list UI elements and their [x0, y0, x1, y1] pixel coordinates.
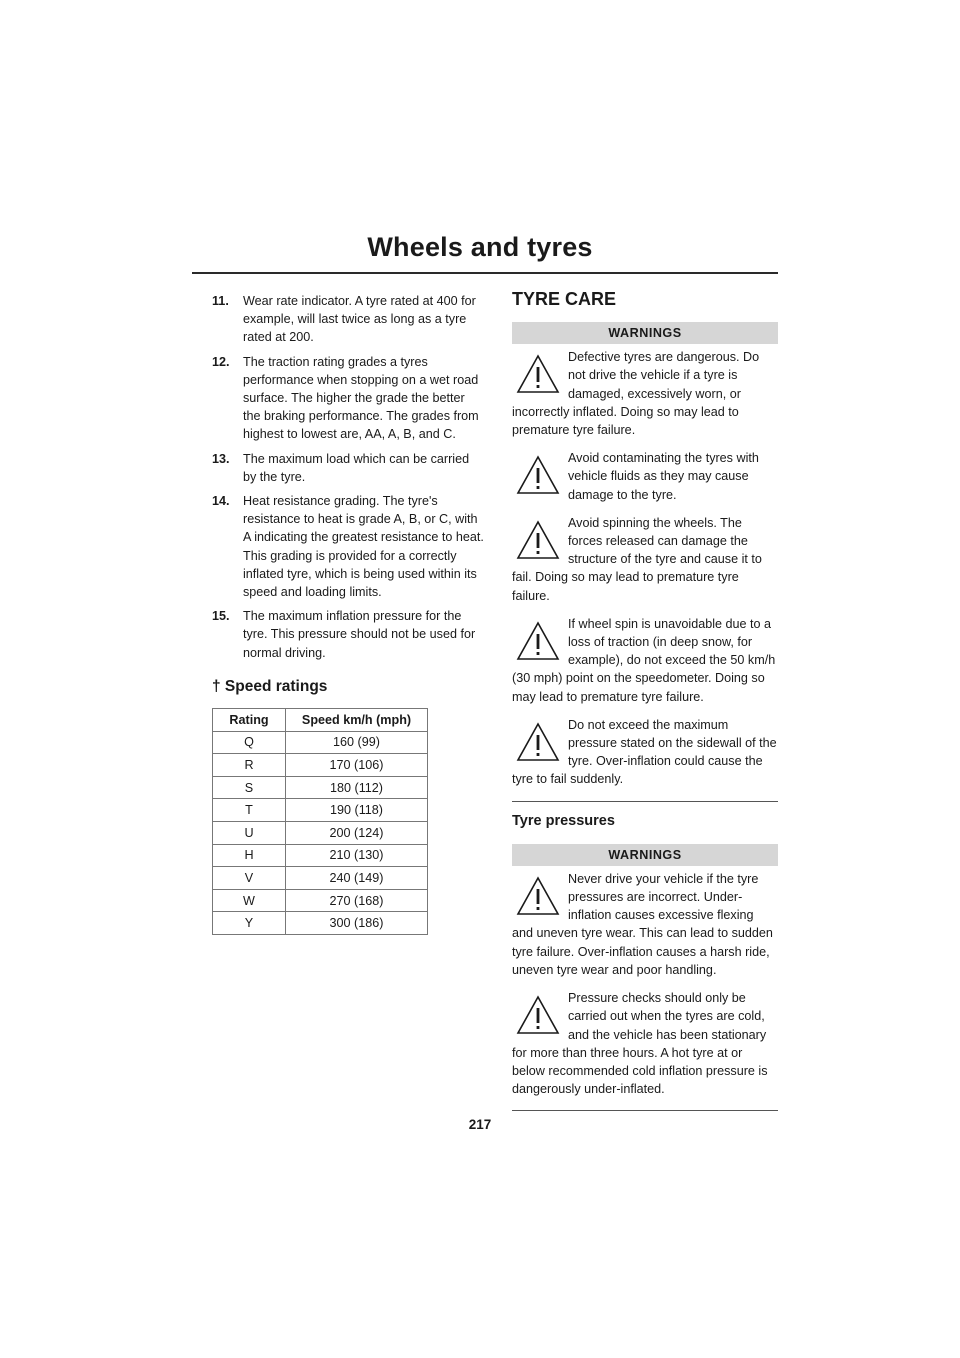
- warning-item: [512, 989, 778, 1098]
- list-item-14: [212, 492, 484, 601]
- warning-triangle-icon: [516, 876, 560, 916]
- rating-cell: R: [213, 754, 286, 777]
- warning-text: Avoid contaminating the tyres with vehicle fluids as they may cause damage to the tyre.: [568, 451, 759, 502]
- item-number: 13.: [212, 451, 230, 466]
- warning-triangle-icon: [516, 455, 560, 495]
- table-row: [213, 867, 428, 890]
- rating-cell: H: [213, 844, 286, 867]
- page-number: 217: [468, 1117, 492, 1132]
- rating-cell: W: [213, 889, 286, 912]
- list-item-13: [212, 450, 484, 486]
- item-number: 11.: [212, 294, 229, 308]
- column-header-speed: Speed km/h (mph): [286, 709, 428, 732]
- item-number: 12.: [212, 354, 230, 369]
- warnings-header: WARNINGS: [512, 844, 778, 866]
- warnings-header: WARNINGS: [512, 322, 778, 344]
- table-row: [213, 822, 428, 845]
- tyre-care-heading: TYRE CARE: [512, 289, 617, 309]
- item-number: 15.: [212, 609, 230, 624]
- rating-cell: S: [213, 776, 286, 799]
- warning-text: If wheel spin is unavoidable due to a loss of traction (in deep snow, for example), do not exceed the 50 km/h (30 mph) point on the speedometer. Doing so may lead to premature tyre failure.: [512, 616, 776, 704]
- warning-triangle-icon: [516, 621, 560, 661]
- speed-cell: 240 (149): [286, 867, 428, 890]
- speed-cell: 160 (99): [286, 731, 428, 754]
- item-text: The traction rating grades a tyres performance when stopping on a wet road surface. The higher the grade the better the braking performance. The grades from highest to lowest are, AA, A, B, and C.: [243, 354, 479, 442]
- warning-item: [512, 615, 778, 706]
- tyre-pressures-heading: Tyre pressures: [512, 812, 615, 829]
- table-row: [213, 799, 428, 822]
- list-item-11: [212, 292, 484, 347]
- speed-cell: 170 (106): [286, 754, 428, 777]
- item-number: 14.: [212, 494, 230, 509]
- speed-ratings-heading: † Speed ratings: [212, 677, 328, 695]
- title-rule: [192, 272, 778, 274]
- warning-triangle-icon: [516, 520, 560, 560]
- rating-cell: T: [213, 799, 286, 822]
- table-row: [213, 844, 428, 867]
- column-header-rating: Rating: [213, 709, 286, 732]
- warning-triangle-icon: [516, 722, 560, 762]
- tyre-marking-list: [212, 292, 484, 662]
- item-text: The maximum inflation pressure for the tyre. This pressure should not be used for normal driving.: [243, 609, 476, 660]
- speed-cell: 180 (112): [286, 776, 428, 799]
- warning-text: Do not exceed the maximum pressure stated on the sidewall of the tyre. Over-inflation could cause the tyre to fail suddenly.: [512, 717, 777, 787]
- speed-cell: 210 (130): [286, 844, 428, 867]
- table-row: [213, 776, 428, 799]
- warning-text: Avoid spinning the wheels. The forces released can damage the structure of the tyre and cause it to fail. Doing so may lead to premature tyre failure.: [512, 515, 762, 603]
- warning-text: Pressure checks should only be carried out when the tyres are cold, and the vehicle has been stationary for more than three hours. A hot tyre at or below recommended cold inflation pressure is dangerously under-inflated.: [512, 991, 768, 1097]
- warning-item: [512, 870, 778, 979]
- left-column: [212, 292, 484, 935]
- list-item-12: [212, 353, 484, 444]
- warning-text: Defective tyres are dangerous. Do not drive the vehicle if a tyre is damaged, excessively worn, or incorrectly inflated. Doing so may lead to premature tyre failure.: [512, 350, 760, 438]
- item-text: The maximum load which can be carried by the tyre.: [243, 451, 470, 484]
- table-row: [213, 754, 428, 777]
- rating-cell: Q: [213, 731, 286, 754]
- warning-item: [512, 716, 778, 789]
- speed-cell: 270 (168): [286, 889, 428, 912]
- warnings-box: [512, 844, 778, 1111]
- page-title: Wheels and tyres: [367, 232, 593, 262]
- list-item-15: [212, 607, 484, 662]
- rating-cell: V: [213, 867, 286, 890]
- table-header-row: [213, 709, 428, 732]
- rating-cell: U: [213, 822, 286, 845]
- warning-triangle-icon: [516, 995, 560, 1035]
- table-row: [213, 912, 428, 935]
- speed-cell: 300 (186): [286, 912, 428, 935]
- warning-text: Never drive your vehicle if the tyre pressures are incorrect. Under-inflation causes excessive flexing and uneven tyre wear. This can lead to sudden tyre failure. Over-inflation causes a harsh ride, uneven tyre wear and poor handling.: [512, 871, 773, 977]
- table-row: [213, 731, 428, 754]
- right-column: [512, 290, 778, 1111]
- item-text: Heat resistance grading. The tyre's resistance to heat is grade A, B, or C, with A indicating the greatest resistance to heat. This grading is provided for a correctly inflated tyre, which is being used within its speed and loading limits.: [243, 494, 484, 600]
- item-text: Wear rate indicator. A tyre rated at 400 for example, will last twice as long as a tyre rated at 200.: [243, 294, 476, 345]
- warning-item: [512, 449, 778, 504]
- rating-cell: Y: [213, 912, 286, 935]
- warnings-box: [512, 322, 778, 801]
- warning-item: [512, 514, 778, 605]
- speed-cell: 200 (124): [286, 822, 428, 845]
- speed-ratings-table: [212, 708, 428, 935]
- speed-cell: 190 (118): [286, 799, 428, 822]
- warning-item: [512, 348, 778, 439]
- table-row: [213, 889, 428, 912]
- warning-triangle-icon: [516, 354, 560, 394]
